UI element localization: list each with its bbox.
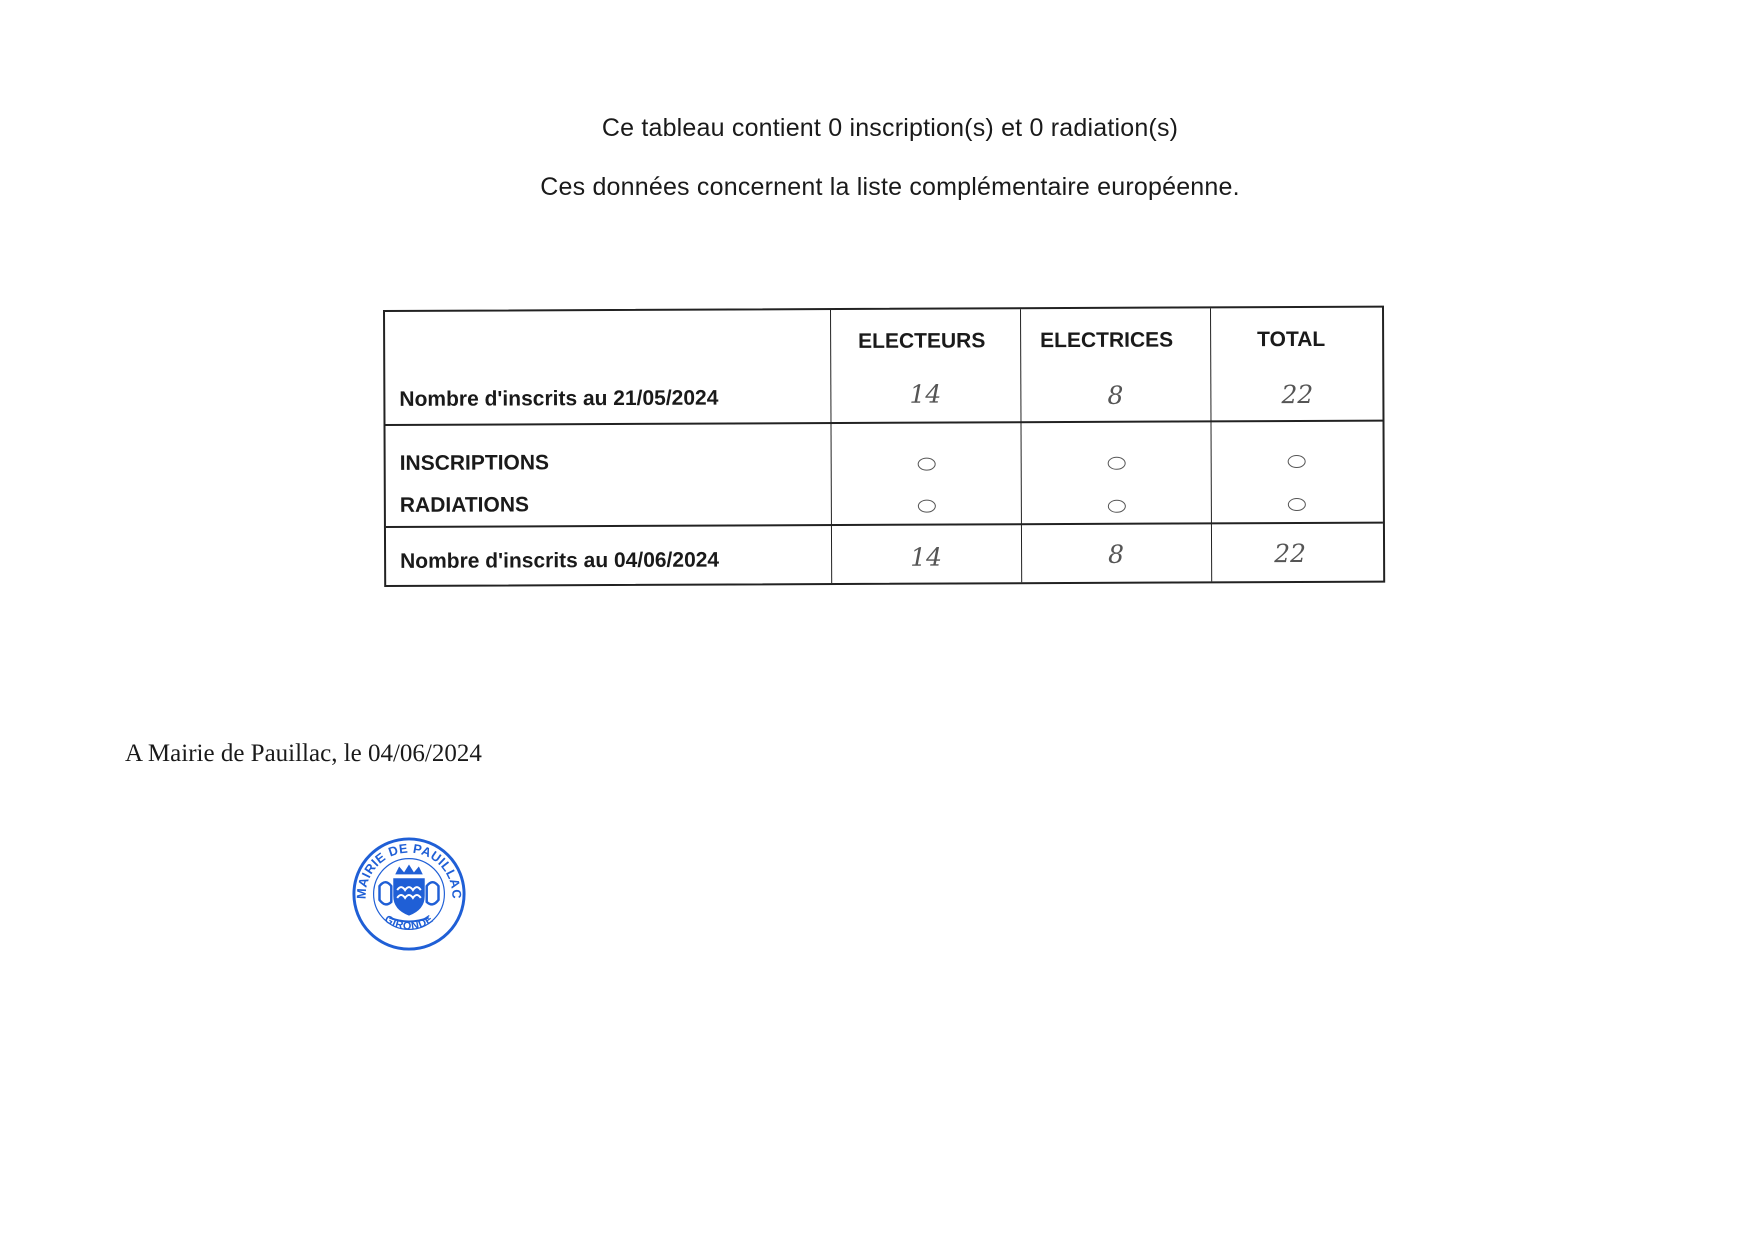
row-label-radiations: RADIATIONS [399,493,530,517]
electoral-count-table [383,306,1385,587]
value-electrices-radiations [1108,500,1126,513]
value-electrices-fin: 8 [1108,539,1125,569]
value-electeurs-inscriptions [918,458,936,471]
summary-inscriptions-radiations: Ce tableau contient 0 inscription(s) et 0 radiation(s) [601,114,1179,142]
value-total-fin: 22 [1274,538,1307,569]
crown-icon [395,865,423,875]
header-electeurs: ELECTEURS [858,329,986,353]
row-divider [385,420,1382,426]
column-divider [830,310,832,583]
value-electeurs-radiations [918,500,936,513]
right-supporter-icon [427,882,439,904]
header-total: TOTAL [1257,327,1326,352]
value-electeurs-debut: 14 [909,379,942,409]
row-label-inscrits-fin: Nombre d'inscrits au 04/06/2024 [400,548,720,573]
place-and-date: A Mairie de Pauillac, le 04/06/2024 [125,740,482,767]
value-total-radiations [1288,498,1306,511]
header-electrices: ELECTRICES [1040,328,1174,353]
value-total-debut: 22 [1281,379,1314,410]
row-label-inscriptions: INSCRIPTIONS [399,451,550,475]
column-divider [1020,309,1022,582]
row-label-inscrits-debut: Nombre d'inscrits au 21/05/2024 [399,386,719,411]
value-electrices-inscriptions [1108,457,1126,470]
value-total-inscriptions [1288,455,1306,468]
mairie-seal-stamp [350,835,468,953]
value-electrices-debut: 8 [1107,380,1124,410]
value-electeurs-fin: 14 [910,542,943,572]
left-supporter-icon [380,882,392,904]
svg-text:GIRONDE: GIRONDE [382,913,436,933]
svg-text:MAIRIE DE PAUILLAC: MAIRIE DE PAUILLAC [353,840,465,900]
summary-liste-complementaire: Ces données concernent la liste complémentaire européenne. [540,173,1240,201]
column-divider [1210,308,1212,581]
row-divider [386,522,1383,528]
